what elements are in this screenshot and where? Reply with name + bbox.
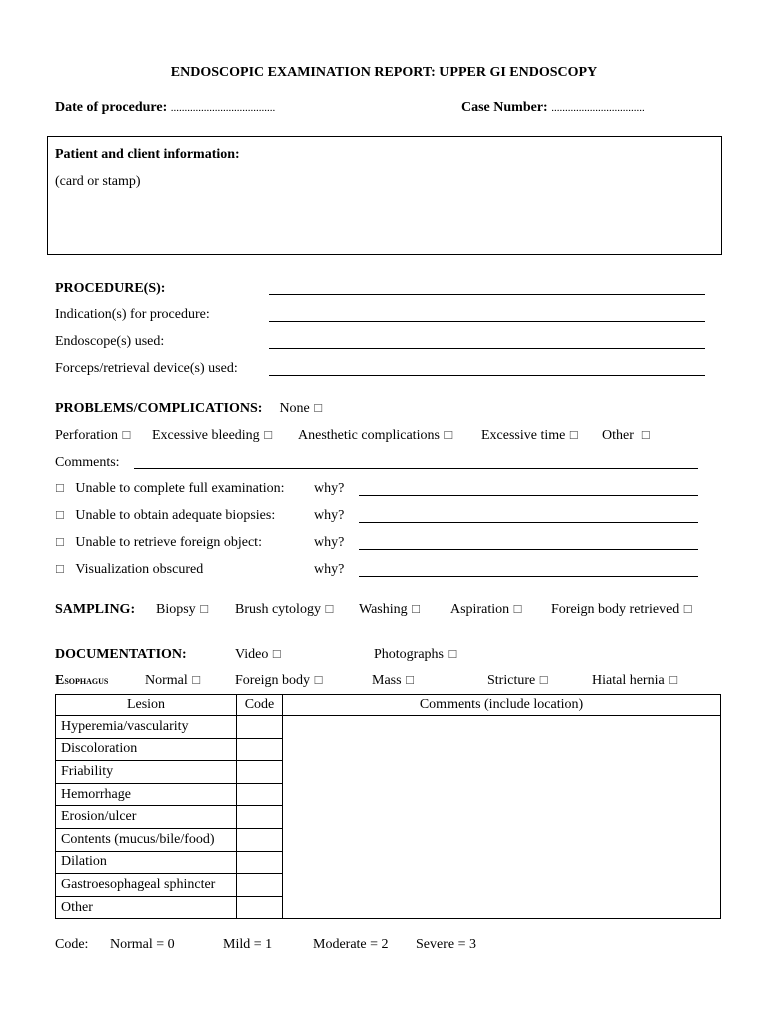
checkbox-hiatal-hernia[interactable]: ☐ bbox=[668, 675, 679, 687]
option-label: Aspiration bbox=[450, 602, 510, 617]
forceps-line[interactable] bbox=[269, 375, 705, 376]
option-label: Video bbox=[235, 647, 269, 662]
case-label: Case Number: bbox=[461, 100, 548, 115]
why-line-4[interactable] bbox=[359, 576, 698, 577]
checkbox-foreign-body[interactable]: ☐ bbox=[313, 675, 324, 687]
option-label: Excessive time bbox=[481, 428, 566, 443]
option-label: Foreign body retrieved bbox=[551, 602, 680, 617]
checkbox-biopsy[interactable]: ☐ bbox=[199, 604, 210, 616]
esophagus-foreign-body bbox=[235, 674, 323, 688]
checkbox-unable-3[interactable]: ☐ bbox=[55, 537, 65, 549]
lesion-name: Gastroesophageal sphincter bbox=[56, 874, 237, 897]
option-label: Other bbox=[602, 428, 634, 443]
option-label: Excessive bleeding bbox=[152, 428, 260, 443]
problem-bleeding bbox=[152, 429, 273, 443]
code-cell[interactable] bbox=[237, 761, 283, 784]
code-cell[interactable] bbox=[237, 874, 283, 897]
header-code: Code bbox=[237, 695, 283, 716]
code-cell[interactable] bbox=[237, 851, 283, 874]
checkbox-unable-1[interactable]: ☐ bbox=[55, 483, 65, 495]
problem-time bbox=[481, 429, 579, 443]
endoscope-label: Endoscope(s) used: bbox=[55, 334, 165, 349]
unable-row-4 bbox=[55, 563, 203, 577]
checkbox-none[interactable]: ☐ bbox=[313, 403, 324, 415]
date-of-procedure[interactable] bbox=[55, 101, 275, 115]
option-label: Perforation bbox=[55, 428, 118, 443]
unable-label: Unable to complete full examination: bbox=[75, 481, 285, 496]
date-dots: ...................................... bbox=[170, 102, 276, 114]
checkbox-unable-2[interactable]: ☐ bbox=[55, 510, 65, 522]
problems-row bbox=[55, 402, 323, 416]
esophagus-rest: sophagus bbox=[64, 673, 109, 687]
page-title: ENDOSCOPIC EXAMINATION REPORT: UPPER GI ENDOSCOPY bbox=[170, 65, 598, 80]
code-normal: Normal = 0 bbox=[110, 937, 175, 952]
documentation-heading: DOCUMENTATION: bbox=[55, 647, 187, 662]
checkbox-bleeding[interactable]: ☐ bbox=[263, 430, 274, 442]
option-label: Hiatal hernia bbox=[592, 673, 665, 688]
option-label: Foreign body bbox=[235, 673, 311, 688]
code-cell[interactable] bbox=[237, 716, 283, 739]
checkbox-normal[interactable]: ☐ bbox=[191, 675, 202, 687]
unable-label: Unable to retrieve foreign object: bbox=[75, 535, 262, 550]
option-label: Brush cytology bbox=[235, 602, 321, 617]
code-mild: Mild = 1 bbox=[223, 937, 273, 952]
lesion-name: Other bbox=[56, 896, 237, 919]
option-label: Mass bbox=[372, 673, 402, 688]
why-label: why? bbox=[314, 562, 345, 577]
checkbox-perforation[interactable]: ☐ bbox=[121, 430, 132, 442]
date-label: Date of procedure: bbox=[55, 100, 168, 115]
comments-line[interactable] bbox=[134, 468, 698, 469]
comments-label: Comments: bbox=[55, 455, 120, 470]
checkbox-mass[interactable]: ☐ bbox=[405, 675, 415, 687]
unable-row-2 bbox=[55, 509, 275, 523]
checkbox-anesthetic[interactable]: ☐ bbox=[443, 430, 454, 442]
sampling-heading: SAMPLING: bbox=[55, 602, 136, 617]
code-cell[interactable] bbox=[237, 806, 283, 829]
sampling-biopsy bbox=[156, 603, 209, 617]
checkbox-foreign-body-retrieved[interactable]: ☐ bbox=[682, 604, 693, 616]
procedure-heading: PROCEDURE(S): bbox=[55, 281, 166, 296]
unable-label: Unable to obtain adequate biopsies: bbox=[75, 508, 276, 523]
sampling-foreign-body bbox=[551, 603, 693, 617]
lesion-name: Hyperemia/vascularity bbox=[56, 716, 237, 739]
lesion-name: Hemorrhage bbox=[56, 783, 237, 806]
checkbox-washing[interactable]: ☐ bbox=[411, 604, 422, 616]
why-line-1[interactable] bbox=[359, 495, 698, 496]
esophagus-mass bbox=[372, 674, 415, 688]
checkbox-time[interactable]: ☐ bbox=[568, 430, 579, 442]
forceps-label: Forceps/retrieval device(s) used: bbox=[55, 361, 238, 376]
esophagus-initial: E bbox=[55, 673, 65, 688]
option-label: Stricture bbox=[487, 673, 536, 688]
esophagus-hiatal-hernia bbox=[592, 674, 678, 688]
checkbox-video[interactable]: ☐ bbox=[271, 649, 282, 661]
why-label: why? bbox=[314, 481, 345, 496]
lesion-name: Erosion/ulcer bbox=[56, 806, 237, 829]
endoscope-line[interactable] bbox=[269, 348, 705, 349]
why-label: why? bbox=[314, 535, 345, 550]
problem-anesthetic bbox=[298, 429, 453, 443]
patient-heading: Patient and client information: bbox=[55, 147, 240, 162]
lesion-name: Friability bbox=[56, 761, 237, 784]
patient-sub: (card or stamp) bbox=[55, 174, 141, 189]
documentation-video bbox=[235, 648, 282, 662]
code-severe: Severe = 3 bbox=[416, 937, 476, 952]
documentation-photographs bbox=[374, 648, 457, 662]
procedure-line[interactable] bbox=[269, 294, 705, 295]
case-dots: .................................. bbox=[551, 102, 645, 114]
code-cell[interactable] bbox=[237, 828, 283, 851]
problems-heading: PROBLEMS/COMPLICATIONS: bbox=[55, 401, 263, 416]
comments-cell[interactable] bbox=[283, 716, 721, 919]
table-row bbox=[56, 716, 721, 739]
option-label: Washing bbox=[359, 602, 408, 617]
lesion-table bbox=[55, 694, 721, 919]
indication-label: Indication(s) for procedure: bbox=[55, 307, 210, 322]
sampling-washing bbox=[359, 603, 421, 617]
problem-other bbox=[602, 429, 651, 443]
lesion-name: Discoloration bbox=[56, 738, 237, 761]
sampling-aspiration bbox=[450, 603, 522, 617]
case-number[interactable] bbox=[461, 101, 645, 115]
why-label: why? bbox=[314, 508, 345, 523]
lesion-name: Dilation bbox=[56, 851, 237, 874]
code-cell[interactable] bbox=[237, 896, 283, 919]
option-label: Anesthetic complications bbox=[298, 428, 440, 443]
checkbox-unable-4[interactable]: ☐ bbox=[55, 564, 65, 576]
option-label: Normal bbox=[145, 673, 188, 688]
unable-row-3 bbox=[55, 536, 262, 550]
why-line-3[interactable] bbox=[359, 549, 698, 550]
unable-row-1 bbox=[55, 482, 285, 496]
indication-line[interactable] bbox=[269, 321, 705, 322]
esophagus-normal bbox=[145, 674, 201, 688]
unable-label: Visualization obscured bbox=[75, 562, 204, 577]
option-label: Photographs bbox=[374, 647, 444, 662]
sampling-brush bbox=[235, 603, 334, 617]
why-line-2[interactable] bbox=[359, 522, 698, 523]
problem-perforation bbox=[55, 429, 131, 443]
checkbox-other[interactable]: ☐ bbox=[640, 430, 651, 442]
problems-none: None bbox=[279, 401, 310, 416]
code-legend-label: Code: bbox=[55, 937, 89, 952]
esophagus-stricture bbox=[487, 674, 549, 688]
checkbox-brush[interactable]: ☐ bbox=[324, 604, 335, 616]
header-comments: Comments (include location) bbox=[283, 695, 721, 716]
esophagus-heading bbox=[55, 674, 108, 688]
checkbox-aspiration[interactable]: ☐ bbox=[512, 604, 523, 616]
checkbox-stricture[interactable]: ☐ bbox=[538, 675, 549, 687]
code-moderate: Moderate = 2 bbox=[313, 937, 389, 952]
checkbox-photographs[interactable]: ☐ bbox=[447, 649, 458, 661]
code-cell[interactable] bbox=[237, 738, 283, 761]
code-cell[interactable] bbox=[237, 783, 283, 806]
lesion-name: Contents (mucus/bile/food) bbox=[56, 828, 237, 851]
option-label: Biopsy bbox=[156, 602, 196, 617]
table-header-row bbox=[56, 695, 721, 716]
header-lesion: Lesion bbox=[56, 695, 237, 716]
